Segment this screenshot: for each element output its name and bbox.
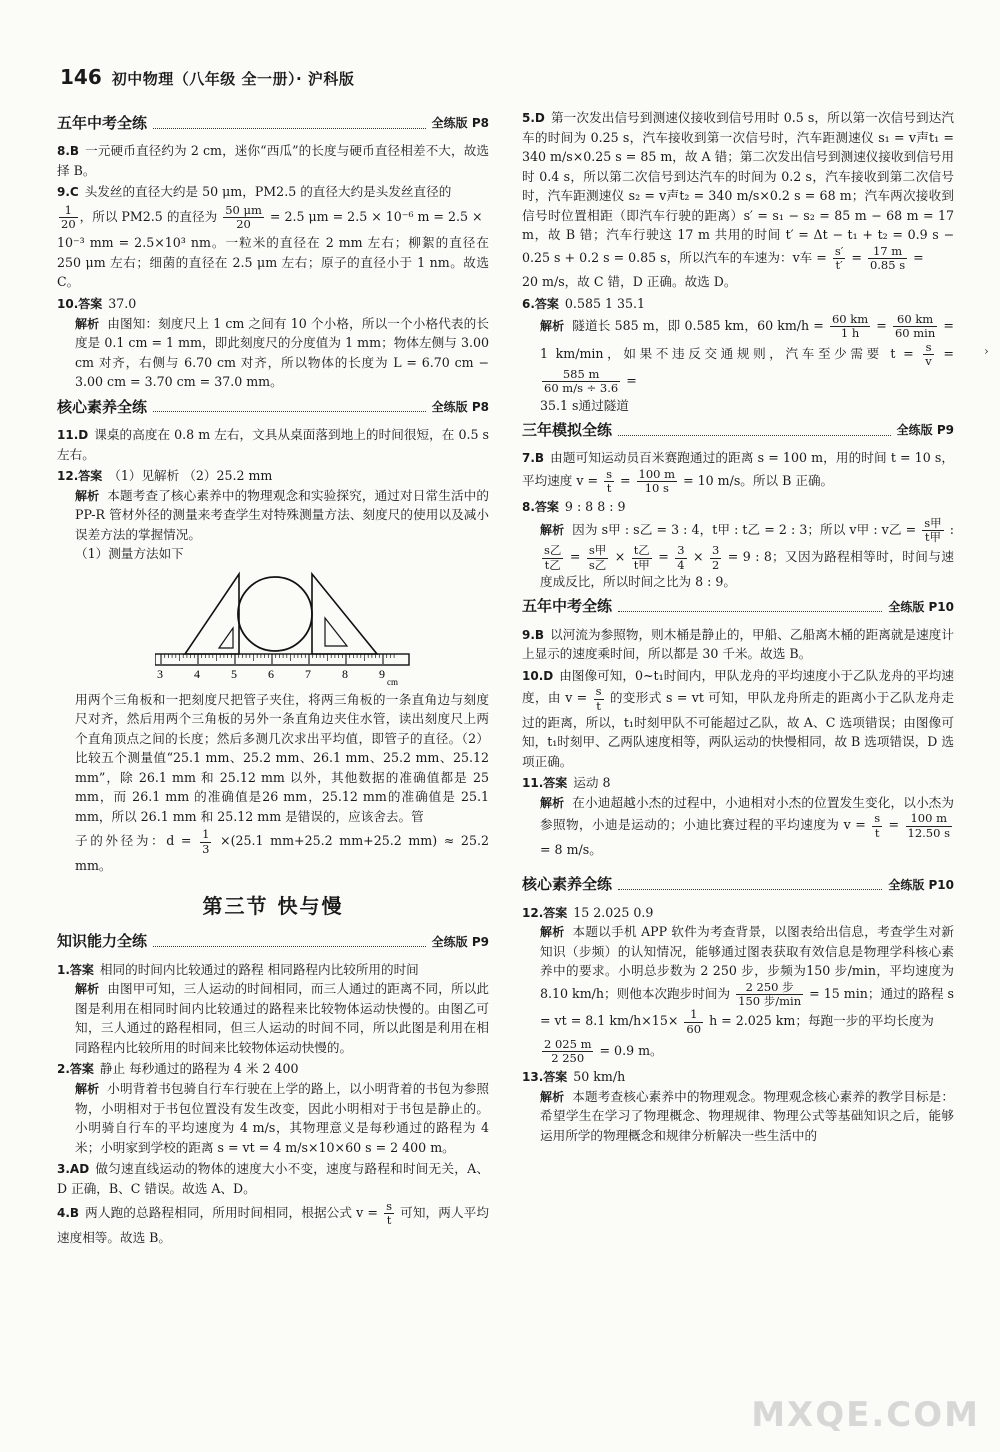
explanation-text: 由图知：刻度尺上 1 cm 之间有 10 个小格，所以一个小格代表的长度是 0.1 cm = 1 mm，即此刻度尺的分度值为 1 mm；物体左侧与 3.00 cm 对齐，右侧与 6.70 cm 对齐，所以物体的长度为 L = 6.70 cm − 3.00 cm = 3.70 cm = 37.0 mm。: [75, 315, 489, 390]
right-triangle-hole: [325, 618, 347, 646]
fraction: $\frac{\text{2 250 步}}{\text{150 步/min}}$: [738, 979, 802, 1009]
explanation-label: 解析: [75, 982, 100, 997]
explanation-text: 本题以手机 APP 软件为考查背景，以图表给出信息，考查学生对新知识（步频）的认知情况，能够通过图表获取有效信息是物理学科核心素养中的要求。小明总步数为 2 250 步，步频为150 步/min，平均速度为8.10 km/h；则他本次跑步时间为: [540, 924, 954, 1002]
explanation-text: 本题考查了核心素养中的物理观念和实验探究，通过对日常生活中的 PP-R 管材外径的测量来考查学生对特殊测量方法、刻度尺的使用以及减小误差方法的掌握情况。: [75, 487, 489, 542]
question-text: 课桌的高度在 0.8 m 左右，文具从桌面落到地上的时间很短，在 0.5 s 左右。: [57, 426, 489, 462]
dotted-leader: [153, 402, 426, 412]
answer-text: 9 : 8 8 : 9: [564, 499, 626, 515]
section-ref: 全练版 P9: [431, 934, 489, 949]
ruler-tick-label: 7: [305, 666, 311, 681]
fraction: $\frac{60 km}{60 \min}$: [894, 312, 936, 341]
page-number: 146: [60, 65, 102, 89]
explanation: [522, 1087, 954, 1146]
section-header: [522, 873, 954, 896]
section-header: [57, 930, 489, 953]
answer-text: 15 2.025 0.9: [573, 904, 654, 920]
explanation-continued: [57, 690, 489, 876]
section-ref: 全练版 P8: [431, 400, 489, 414]
question-item: [522, 666, 954, 772]
explanation: [57, 1079, 489, 1157]
question-item: [57, 960, 489, 1058]
equation-line: [57, 204, 489, 231]
equation-text: =: [851, 249, 862, 265]
fraction: $\frac{3}{4}$: [677, 543, 685, 572]
question-text: 做匀速直线运动的物体的速度大小不变，速度与路程和时间无关，A、D 正确，B、C 错误。故选 A、D。: [57, 1161, 489, 1196]
question-number: 8.B: [57, 144, 80, 159]
section-header: [522, 419, 954, 442]
explanation: [57, 314, 489, 392]
question-text: 20 m/s，故 C 错，D 正确。故选 D。: [522, 274, 737, 290]
question-item: [57, 1159, 489, 1198]
equation-line: [540, 1038, 954, 1065]
section-ref: 全练版 P8: [431, 116, 489, 131]
fraction: $\frac{50 \mu m}{20}$: [225, 202, 262, 232]
left-triangle-hole: [219, 628, 233, 648]
fraction: $\frac{\text{s乙}}{\text{t乙}}$: [544, 543, 562, 572]
equation-text: ，所以 PM2.5 的直径为: [79, 209, 218, 225]
fraction: $\frac{\text{t乙}}{\text{t甲}}$: [633, 543, 650, 572]
question-item: [522, 625, 954, 664]
explanation-label: 解析: [540, 1089, 565, 1104]
section-title: 五年中考全练: [522, 597, 613, 616]
question-number: 6.答案: [522, 296, 559, 311]
chapter-title: 第三节 快与慢: [202, 894, 344, 919]
answer-text: 37.0: [108, 295, 137, 311]
ruler: [155, 654, 409, 665]
question-item: [57, 425, 489, 464]
question-item: [522, 1067, 954, 1145]
fraction: $\frac{2 025 m}{2 250}$: [544, 1036, 592, 1065]
fraction: $\frac{s}{t}$: [874, 811, 881, 840]
fraction: $\frac{1}{3}$: [202, 827, 210, 856]
question-number: 2.答案: [57, 1062, 94, 1077]
question-number: 11.答案: [522, 776, 568, 791]
question-item: [57, 141, 489, 180]
ruler-tick-label: 3: [157, 666, 163, 681]
question-text: 的变形式 s = vt 可知，甲队龙舟所走的距离小于乙队龙舟走过的距离，所以，t₁时刻甲队不可能超过乙队，故 A、C 选项错误；由图像可知，t₁时刻甲、乙两队速度相等，两队运动的快慢相同，故 B 选项错误，D 选项正确。: [522, 690, 954, 769]
ruler-tick-label: 6: [268, 666, 274, 681]
explanation: 解析 隧道长 585 m，即 0.585 km，60 km/h = $\frac{60 km}{1 h}$ = $\frac{60 km}{60 \min}$ = 1 km/min，如果不违反交通规则，汽车至少需要 t = $\frac{s}{v}$ = $\frac{585 m}{60 m/s \div 3.6}$ = 35.1 s通过隧道: [522, 313, 954, 415]
question-number: 1.答案: [57, 962, 94, 977]
question-item: [57, 1059, 489, 1157]
question-number: 9.B: [522, 627, 545, 642]
section-ref: 全练版 P10: [888, 877, 954, 892]
explanation-label: 解析: [540, 523, 565, 538]
ruler-tick-label: 9: [379, 666, 385, 681]
fraction: $\frac{100 m}{10 s}$: [638, 466, 676, 496]
dotted-leader: [153, 119, 426, 129]
ruler-tick-label: 8: [342, 666, 348, 681]
section-header: [57, 112, 489, 135]
section-title: 知识能力全练: [57, 932, 148, 951]
fraction: $\frac{\text{s甲}}{\text{s乙}}$: [588, 543, 607, 572]
fraction: $\frac{17 m}{0.85 s}$: [869, 243, 906, 272]
explanation-text: （1）测量方法如下: [75, 546, 184, 562]
fraction: $\frac{1}{20}$: [61, 202, 76, 232]
section-title: 核心素养全练: [522, 875, 613, 894]
section-ref: 全练版 P9: [896, 423, 954, 438]
explanation-text: = 9 : 8；又因为路程相等时，时间与速度成反比，所以时间之比为 8 : 9。: [540, 549, 954, 589]
question-text: = 10 m/s。所以 B 正确。: [683, 473, 834, 489]
explanation-label: 解析: [75, 488, 100, 503]
explanation-text: 小明背着书包骑自行车行驶在上学的路上，以小明背着的书包为参照物，小明相对于书包位置没有发生改变，因此小明相对于书包是静止的。小明骑自行车的平均速度为 4 m/s，其物理意义是每秒通过的路程为 4 米；小明家到学校的距离 s = vt = 4 m/s×10×60 s = 2 400 m。: [75, 1080, 489, 1155]
question-item: [522, 294, 954, 415]
ruler-ticks: [161, 654, 394, 664]
ruler-unit: cm: [387, 676, 398, 686]
answer-text: 0.585 1 35.1: [564, 295, 646, 311]
pipe-circle: [238, 577, 312, 651]
question-item: [522, 903, 954, 1066]
explanation-text: 本题考查核心素养中的物理观念。物理观念核心素养的教学目标是：希望学生在学习了物理概念、物理规律、物理公式等基础知识之后，能够运用所学的物理概念和规律分析解决一些生活中的: [540, 1088, 954, 1143]
explanation-text: 隧道长 585 m，即 0.585 km，60 km/h =: [572, 318, 824, 334]
question-item: [522, 497, 954, 591]
explanation-text: 在小迪超越小杰的过程中，小迪相对小杰的位置发生变化，以小杰为参照物，小迪是运动的；小迪比赛过程的平均速度为 v =: [540, 794, 954, 833]
question-number: 4.B: [57, 1206, 80, 1221]
answer-text: 运动 8: [573, 775, 611, 791]
ruler-tick-label: 5: [231, 666, 237, 681]
fraction: $\frac{s}{v}$: [925, 339, 932, 368]
explanation-text: 因为 s甲 : s乙 = 3 : 4，t甲 : t乙 = 2 : 3；所以 v甲 : v乙 =: [572, 522, 917, 538]
ruler-tick-label: 4: [194, 666, 200, 681]
equation-line: [75, 828, 489, 875]
explanation: [522, 922, 954, 1065]
equation-text: ×(25.1 mm+25.2 mm+25.2 mm) ≈ 25.2 mm。: [75, 833, 489, 873]
fraction: $\frac{585 m}{60 m/s \div 3.6}$: [544, 367, 619, 396]
question-text: 头发丝的直径大约是 50 μm，PM2.5 的直径大约是头发丝直径的: [84, 184, 452, 200]
question-text: 10⁻³ mm = 2.5×10³ nm。一粒米的直径在 2 mm 左右；柳絮的直径在 250 μm 左右；细菌的直径在 2.5 μm 左右；原子的直径小于 1 nm。故选 C。: [57, 235, 489, 290]
margin-mark: ›: [984, 344, 989, 358]
explanation-text: = 15 min；通过的路程 s = vt = 8.1 km/h×15×: [540, 986, 954, 1029]
answer-text: （1）见解析 （2）25.2 mm: [108, 468, 273, 484]
dotted-leader: [153, 937, 426, 947]
explanation-text: 35.1 s通过隧道: [540, 397, 629, 413]
question-item: [57, 1200, 489, 1247]
answer-text: 相同的时间内比较通过的路程 相同路程内比较所用的时间: [99, 961, 419, 977]
section-title: 核心素养全练: [57, 397, 148, 416]
equation-text: = 0.9 m。: [599, 1042, 663, 1058]
question-number: 3.AD: [57, 1162, 90, 1177]
right-column: [522, 108, 954, 1147]
dotted-leader: [618, 602, 882, 612]
ruler-triangle-diagram: [155, 568, 415, 686]
question-text: 可知，两人平均速度相等。故选 B。: [57, 1205, 489, 1245]
equation-text: =: [913, 249, 924, 265]
section-title: 五年中考全练: [57, 114, 148, 132]
question-item: 7.B 由题可知运动员百米赛跑通过的距离 s = 100 m，用的时间 t = 10 s，平均速度 v = $\frac{s}{t}$ = $\frac{100 m}{10 s}$ = 10 m/s。所以 B 正确。: [522, 450, 954, 496]
question-item: [522, 773, 954, 859]
question-number: 7.B: [522, 451, 545, 466]
explanation: [57, 979, 489, 1057]
question-number: 13.答案: [522, 1070, 568, 1085]
question-text: 以河流为参照物，则木桶是静止的，甲船、乙船离木桶的距离就是速度计上显示的速度乘时间，所以都是 30 千米。故选 B。: [522, 626, 954, 662]
fraction: $\frac{s}{t}$: [606, 466, 612, 496]
dotted-leader: [618, 880, 882, 890]
book-title: 初中物理（八年级 全一册）· 沪科版: [111, 70, 355, 88]
section-ref: 全练版 P10: [888, 599, 954, 614]
fraction: $\frac{\text{s甲}}{\text{t甲}}$: [924, 515, 942, 545]
question-number: 12.答案: [522, 905, 568, 920]
fraction: $\frac{60 km}{1 h}$: [831, 312, 869, 341]
explanation-label: 解析: [75, 1081, 100, 1096]
explanation: 解析 在小迪超越小杰的过程中，小迪相对小杰的位置发生变化，以小杰为参照物，小迪是运动的；小迪比赛过程的平均速度为 v = $\frac{s}{t}$ = $\frac{100 m}{12.50 s}$ = 8 m/s。: [540, 794, 954, 857]
question-text: 第一次发出信号到测速仪接收到信号用时 0.5 s，所以第一次信号到达汽车的时间为 0.25 s，汽车接收到第一次信号时，汽车距测速仪 s₁ = v声t₁ = 340 m/s×0.25 s = 85 m，故 A 错；第二次发出信号到测速仪接收到信号用时 0.4 s，所以第二次信号到达汽车的时间为 0.2 s，汽车接收到第二次信号时，汽车距测速仪 s₂ = v声t₂ = 340 m/s×0.2 s = 68 m；汽车两次接收到信号时位置相距（即汽车行驶的距离）s′ = s₁ − s₂ = 85 m − 68 m = 17 m，故 B 错；汽车行驶这 17 m 共用的时间 t′ = Δt − t₁ + t₂ = 0.9 s − 0.25 s + 0.2 s = 0.85 s，所以汽车的车速为：v车 =: [522, 110, 954, 265]
question-text: 由图像可知，0~t₁时间内，甲队龙舟的平均速度小于乙队龙舟的平均速度，由 v =: [522, 667, 954, 706]
left-column: [57, 108, 489, 1249]
fraction: $\frac{s'}{t'}$: [834, 243, 844, 272]
question-number: 8.答案: [522, 500, 559, 515]
fraction: $\frac{1}{60}$: [686, 1007, 702, 1036]
question-text: 由题可知运动员百米赛跑通过的距离 s = 100 m，用的时间 t = 10 s，平均速度 v =: [522, 450, 954, 489]
explanation-label: 解析: [540, 319, 565, 334]
explanation-text: = 1 km/min，如果不违反交通规则，汽车至少需要 t =: [540, 318, 954, 361]
fraction: $\frac{s}{t}$: [595, 684, 602, 713]
question-number: 10.D: [522, 668, 554, 683]
question-text: 一元硬币直径约为 2 cm，迷你“西瓜”的长度与硬币直径相差不大，故选择 B。: [57, 143, 489, 178]
dotted-leader: [618, 426, 891, 436]
question-number: 10.答案: [57, 296, 103, 311]
explanation-label: 解析: [540, 795, 565, 810]
explanation-label: 解析: [540, 925, 565, 940]
explanation: [57, 486, 489, 564]
watermark: MXQE.COM: [751, 1395, 980, 1436]
left-triangle: [185, 574, 239, 654]
explanation-label: 解析: [75, 316, 100, 331]
fraction: $\frac{s}{t}$: [386, 1199, 393, 1228]
answer-text: 50 km/h: [573, 1069, 626, 1085]
question-number: 11.D: [57, 427, 89, 442]
question-item: [57, 466, 489, 875]
question-number: 12.答案: [57, 469, 103, 484]
section-title: 三年模拟全练: [522, 421, 613, 440]
fraction: $\frac{3}{2}$: [712, 543, 720, 572]
question-item: [57, 182, 489, 292]
question-text: 两人跑的总路程相同，所用时间相同，根据公式 v =: [85, 1205, 378, 1221]
page-header: [60, 62, 354, 93]
question-number: 9.C: [57, 185, 79, 200]
section-header: [522, 595, 954, 618]
question-item: [57, 294, 489, 392]
explanation-text: h = 2.025 km；每跑一步的平均长度为: [709, 1013, 934, 1029]
explanation: 解析 因为 s甲 : s乙 = 3 : 4，t甲 : t乙 = 2 : 3；所以 v甲 : v乙 = $\frac{\text{s甲}}{\text{t甲}}$ : $\frac{\text{s乙}}{\text{t乙}}$ = $\frac{\text{s甲}}{\text{s乙}}$ × $\frac{\text{t乙}}{\text{t甲}}$ = $\frac{3}{4}$ × $\frac{3}{2}$ = 9 : 8；又因为路程相等时，时间与速度成反比，所以时间之比为 8 : 9。: [540, 515, 954, 589]
explanation-text: 由图甲可知，三人运动的时间相同，而三人通过的距离不同，所以此图是利用在相同时间内比较通过的路程来比较物体运动快慢的。由图乙可知，三人通过的路程相同，但三人运动的时间不同，所以此图是利用在相同路程内比较所用的时间来比较物体运动快慢的。: [75, 981, 489, 1055]
question-item: [522, 108, 954, 292]
section-header: [57, 396, 489, 419]
explanation-text: = 8 m/s。: [540, 841, 602, 857]
answer-text: 静止 每秒通过的路程为 4 米 2 400: [99, 1061, 299, 1077]
equation-text: = 2.5 μm = 2.5 × 10⁻⁶ m = 2.5 ×: [269, 209, 483, 225]
question-number: 5.D: [522, 111, 545, 125]
equation-text: 子的外径为：d =: [75, 833, 192, 849]
ruler-labels: [157, 667, 385, 681]
fraction: $\frac{100 m}{12.50 s}$: [907, 811, 950, 840]
explanation-text: 用两个三角板和一把刻度尺把管子夹住，将两三角板的一条直角边与刻度尺对齐，然后用两个三角板的另外一条直角边夹住水管，读出刻度尺上两个直角顶点之间的长度；然后多测几次求出平均值，即管子的直径。（2）比较五个测量值“25.1 mm、25.2 mm、26.1 mm、25.2 mm、25.12 mm”，除 26.1 mm 和 25.12 mm 以外，其他数据的准确值都是 25 mm，而 26.1 mm 的准确值是26 mm，25.12 mm的准确值是 25.1 mm，所以 26.1 mm 和 25.12 mm 是错误的，应该舍去。管: [75, 691, 489, 824]
